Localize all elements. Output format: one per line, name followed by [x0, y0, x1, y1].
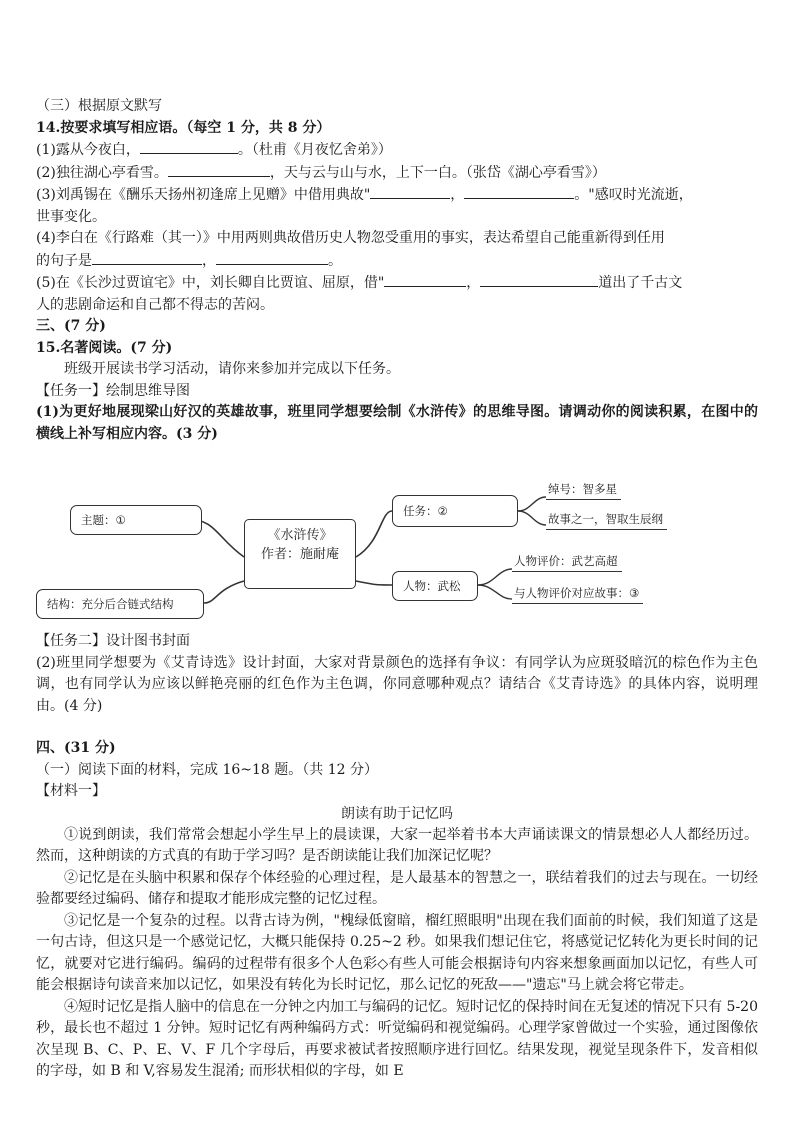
part4-heading: 四、(31 分)	[36, 740, 116, 756]
text: (5)在《长沙过贾谊宅》中，刘长卿自比贾谊、屈原，借"	[36, 275, 385, 291]
activity-intro: 班级开展读书学习活动，请你来参加并完成以下任务。	[64, 361, 400, 377]
q14-line-2	[36, 162, 758, 185]
task-node	[392, 495, 518, 527]
story-match-note	[512, 585, 643, 604]
answer-blank[interactable]	[384, 272, 466, 287]
theme-label: 主题：①	[81, 513, 126, 527]
story-match-label: 与人物评价对应故事：③	[514, 586, 640, 600]
answer-blank[interactable]	[92, 250, 202, 265]
evaluation-note	[512, 553, 622, 572]
task1-question: (1)为更好地展现梁山好汉的英雄故事，班里同学想要绘制《水浒传》的思维导图。请调动你的阅读积累，在图中的横线上补写相应内容。(3 分)	[36, 404, 758, 442]
spacer	[36, 717, 758, 738]
theme-node	[70, 505, 202, 535]
paragraph-1: ①说到朗读，我们常常会想起小学生早上的晨读课，大家一起举着书本大声诵读课文的情景想必人人都经历过。然而，这种朗读的方式真的有助于学习吗？是否朗读能让我们加深记忆呢？	[36, 826, 758, 864]
q14-line-4: (4)李白在《行路难（其一）》中用两则典故借历史人物忽受重用的事实，表达希望自己能重新得到任用	[36, 230, 665, 246]
task2-heading: 【任务二】设计图书封面	[36, 633, 190, 649]
text: ，	[202, 252, 216, 269]
article-title: 朗读有助于记忆吗	[341, 805, 453, 822]
text: 的句子是	[36, 252, 92, 269]
answer-blank[interactable]	[216, 250, 328, 265]
q14-line-5	[36, 272, 758, 295]
paragraph-3: ③记忆是一个复杂的过程。以背古诗为例，"槐绿低窗暗，榴红照眼明"出现在我们面前的时候，我们知道了这是一句古诗，但这只是一个感觉记忆，大概只能保持 0.25~2 秒。如果我们想记住它，将感觉记忆转化为更长时间的记忆，就要对它进行编码。编码的过程带有很多个人色彩◇有些人可能会根据诗句内容来想象画面加以记忆，有些人可能会根据诗句读音来加以记忆，如果没有转化为长时记忆，那么记忆的死敌——"遗忘"马上就会将它带走。	[36, 912, 758, 993]
q14-line-5b: 人的悲剧命运和自己都不得志的苦闷。	[36, 296, 274, 313]
q14-line-1	[36, 139, 758, 162]
story-label: 故事之一，智取生辰纲	[548, 512, 663, 526]
structure-label: 结构：充分后合链式结构	[47, 597, 174, 611]
text: ，	[450, 187, 465, 203]
text: 。"感叹时光流逝，	[574, 187, 693, 203]
q14-line-3	[36, 184, 758, 207]
book-author: 作者：施耐庵	[260, 547, 339, 562]
person-label: 人物：武松	[403, 579, 461, 593]
exam-page	[36, 96, 758, 1083]
paragraph-4: ④短时记忆是指人脑中的信息在一分钟之内加工与编码的记忆。短时记忆的保持时间在无复述的情况下只有 5-20 秒，最长也不超过 1 分钟。短时记忆有两种编码方式：听觉编码和视觉编码。心理学家曾做过一个实验，通过图像依次呈现 B、C、P、E、V、F 几个字母后，再要求被试者按照顺序进行回忆。结果发现，视觉呈现条件下，发音相似的字母，如 B 和 V,容易发生混淆; 而形状相似的字母，如 E	[36, 998, 758, 1079]
text: (3)刘禹锡在《酬乐天扬州初逢席上见赠》中借用典故"	[36, 187, 371, 203]
question-14: 14.按要求填写相应语。（每空 1 分，共 8 分）	[36, 119, 331, 136]
text: 道出了千古文	[598, 275, 683, 291]
material-label: 【材料一】	[36, 783, 106, 799]
nickname-note	[546, 481, 621, 500]
task2-question: (2)班里同学想要为《艾青诗选》设计封面，大家对背景颜色的选择有争议：有同学认为应斑驳暗沉的棕色作为主色调，也有同学认为应该以鲜艳亮丽的红色作为主色调，你同意哪种观点？请结合《艾青诗选》的具体内容，说明理由。(4 分)	[36, 654, 758, 714]
question-15: 15.名著阅读。(7 分)	[36, 339, 173, 356]
text: 。	[328, 252, 342, 269]
part3-heading: 三、(7 分)	[36, 318, 106, 334]
text: (2)独往湖心亭看雪。	[36, 164, 168, 181]
nickname-label: 绰号：智多星	[548, 482, 617, 496]
center-node	[244, 519, 356, 589]
answer-blank[interactable]	[140, 139, 238, 154]
story-note	[546, 511, 667, 530]
part4-subheading: （一）阅读下面的材料，完成 16~18 题。（共 12 分）	[36, 761, 378, 778]
text: (1)露从今夜白，	[36, 142, 140, 158]
answer-blank[interactable]	[480, 272, 598, 287]
paragraph-2: ②记忆是在头脑中积累和保存个体经验的心理过程，是人最基本的智慧之一，联结着我们的过去与现在。一切经验都要经过编码、储存和提取才能形成完整的记忆过程。	[36, 869, 758, 907]
book-title: 《水浒传》	[267, 528, 333, 543]
text: ，	[466, 275, 481, 291]
mind-map	[36, 447, 758, 623]
answer-blank[interactable]	[464, 184, 574, 199]
text: ，天与云与山与水，上下一白。（张岱《湖心亭看雪》）	[269, 164, 606, 181]
task1-heading: 【任务一】绘制思维导图	[36, 382, 190, 399]
section-heading: （三）根据原文默写	[36, 98, 162, 114]
structure-node	[36, 589, 204, 619]
task-label: 任务：②	[403, 504, 448, 518]
text: 。（杜甫《月夜忆舍弟》）	[237, 142, 392, 158]
q14-line-3b: 世事变化。	[36, 208, 106, 225]
q14-line-4b	[36, 250, 758, 273]
person-node	[392, 571, 478, 601]
answer-blank[interactable]	[168, 162, 270, 177]
answer-blank[interactable]	[370, 184, 450, 199]
evaluation-label: 人物评价：武艺高超	[514, 554, 618, 568]
